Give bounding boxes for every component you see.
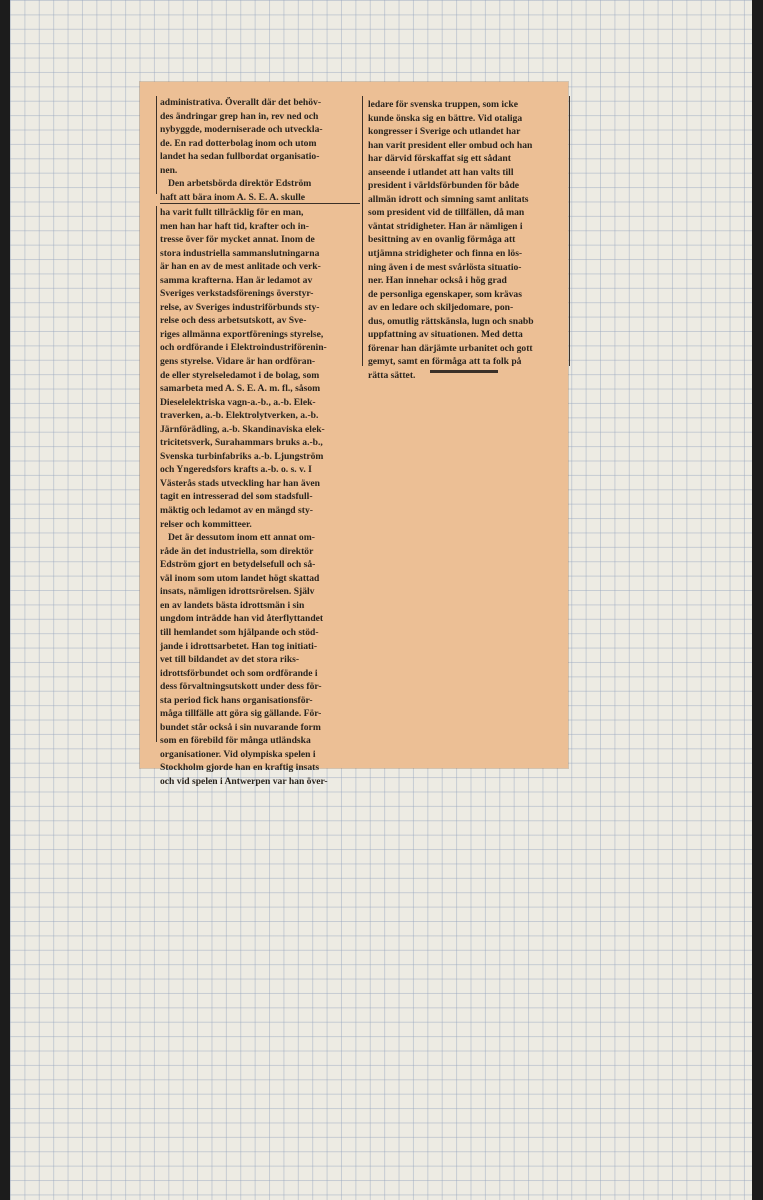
text-line: men han har haft tid, krafter och in- (160, 220, 309, 232)
article-end-mark (430, 370, 498, 373)
text-line: jande i idrottsarbetet. Han tog initiati- (160, 640, 318, 652)
text-line: Edström gjort en betydelsefull och så- (160, 559, 316, 571)
text-line: Dieselelektriska vagn-a.-b., a.-b. Elek- (160, 396, 316, 408)
text-line: Svenska turbinfabriks a.-b. Ljungström (160, 450, 324, 462)
text-line: väl inom som utom landet högt skattad (160, 572, 320, 584)
text-line: kunde önska sig en bättre. Vid otaliga (368, 112, 523, 124)
text-line: och ordförande i Elektroindustriförenin- (160, 342, 327, 354)
text-line: riges allmänna exportförenings styrelse, (160, 328, 324, 340)
text-line: besittning av en ovanlig förmåga att (368, 234, 516, 246)
text-line: de personliga egenskaper, som krävas (368, 288, 522, 300)
text-line: des ändringar grep han in, rev ned och (160, 110, 319, 122)
text-line: rätta sättet. (368, 369, 416, 381)
text-line: som president vid de tillfällen, då man (368, 207, 525, 219)
text-line: till hemlandet som hjälpande och stöd- (160, 626, 319, 638)
column-left-edge-rule-lower (156, 206, 157, 742)
text-line: uppfattning av situationen. Med detta (368, 329, 523, 341)
text-line: Sveriges verkstadsförenings överstyr- (160, 288, 314, 300)
text-line: väntat stridigheter. Han är nämligen i (368, 220, 523, 232)
text-line: samma krafterna. Han är ledamot av (160, 274, 313, 286)
text-line: mäktig och ledamot av en mängd sty- (160, 505, 313, 517)
text-line: ner. Han innehar också i hög grad (368, 275, 507, 287)
text-line: anseende i utlandet att han valts till (368, 166, 514, 178)
text-line: en av landets bästa idrottsmän i sin (160, 599, 305, 611)
text-line: haft att bära inom A. S. E. A. skulle (160, 191, 305, 203)
text-line: Järnförädling, a.-b. Skandinaviska elek- (160, 423, 325, 435)
text-line: relse, av Sveriges industriförbunds sty- (160, 301, 320, 313)
text-line: dess förvaltningsutskott under dess för- (160, 681, 322, 693)
text-line: stora industriella sammanslutningarna (160, 247, 320, 259)
article-column-2 (368, 98, 568, 382)
text-line: utjämna stridigheter och finna en lös- (368, 248, 523, 260)
text-line: organisationer. Vid olympiska spelen i (160, 748, 316, 760)
text-line: kongresser i Sverige och utlandet har (368, 126, 521, 138)
text-line: ungdom inträdde han vid återflyttandet (160, 613, 324, 625)
text-line: de. En rad dotterbolag inom och utom (160, 137, 317, 149)
text-line: tricitetsverk, Surahammars bruks a.-b., (160, 437, 323, 449)
text-line: ledare för svenska truppen, som icke (368, 99, 518, 110)
text-line: råde än det industriella, som direktör (160, 545, 314, 557)
column-right-edge-rule (569, 96, 570, 366)
text-line: nybyggde, moderniserade och utveckla- (160, 124, 323, 136)
text-line: dus, omutlig rättskänsla, lugn och snabb (368, 315, 534, 327)
text-line: landet ha sedan fullbordat organisatio- (160, 151, 320, 163)
text-line: traverken, a.-b. Elektrolytverken, a.-b. (160, 410, 319, 422)
text-line: Den arbetsbörda direktör Edström (168, 178, 312, 190)
text-line: tagit en intresserad del som stadsfull- (160, 491, 313, 503)
text-line: och vid spelen i Antwerpen var han över- (160, 775, 328, 787)
column-divider (362, 96, 363, 366)
text-line: president i världsförbunden för både (368, 180, 520, 192)
text-line: Västerås stads utveckling har han även (160, 477, 321, 489)
text-line: ning även i de mest svårlösta situatio- (368, 261, 522, 273)
text-line: som en förebild för många utländska (160, 735, 311, 747)
text-line: samarbeta med A. S. E. A. m. fl., såsom (160, 383, 321, 395)
text-line: de eller styrelseledamot i de bolag, som (160, 369, 320, 381)
text-line: insats, nämligen idrottsrörelsen. Själv (160, 586, 315, 598)
text-line: har därvid förskaffat sig ett sådant (368, 153, 511, 165)
text-line: måga tillfälle att göra sig gällande. För- (160, 708, 322, 720)
text-line: av en ledare och skiljedomare, pon- (368, 302, 514, 314)
text-line: sta period fick hans organisationsför- (160, 694, 313, 706)
text-line: förenar han därjämte urbanitet och gott (368, 342, 533, 354)
column-left-edge-rule (156, 96, 157, 194)
text-line: nen. (160, 164, 178, 176)
text-line: tresse över för mycket annat. Inom de (160, 234, 315, 246)
text-line: och Yngeredsfors krafts a.-b. o. s. v. I (160, 464, 312, 476)
text-line: administrativa. Överallt där det behöv- (160, 97, 322, 108)
text-line: relse och dess arbetsutskott, av Sve- (160, 315, 307, 327)
text-line: idrottsförbundet och som ordförande i (160, 667, 318, 679)
text-line: han varit president eller ombud och han (368, 139, 533, 151)
text-line: bundet står också i sin nuvarande form (160, 721, 321, 733)
text-line: allmän idrott och simning samt anlitats (368, 193, 529, 205)
text-line: Stockholm gjorde han en kraftig insats (160, 762, 320, 774)
text-line: Det är dessutom inom ett annat om- (168, 532, 315, 544)
text-line: ha varit fullt tillräcklig för en man, (160, 207, 304, 218)
text-line: relser och kommitteer. (160, 518, 252, 530)
article-column-1-top (160, 96, 356, 204)
text-line: vet till bildandet av det stora riks- (160, 654, 300, 666)
text-line: gens styrelse. Vidare är han ordföran- (160, 356, 316, 368)
text-line: är han en av de mest anlitade och verk- (160, 261, 321, 273)
text-line: gemyt, samt en förmåga att ta folk på (368, 356, 522, 368)
article-column-1-bottom (160, 206, 356, 789)
